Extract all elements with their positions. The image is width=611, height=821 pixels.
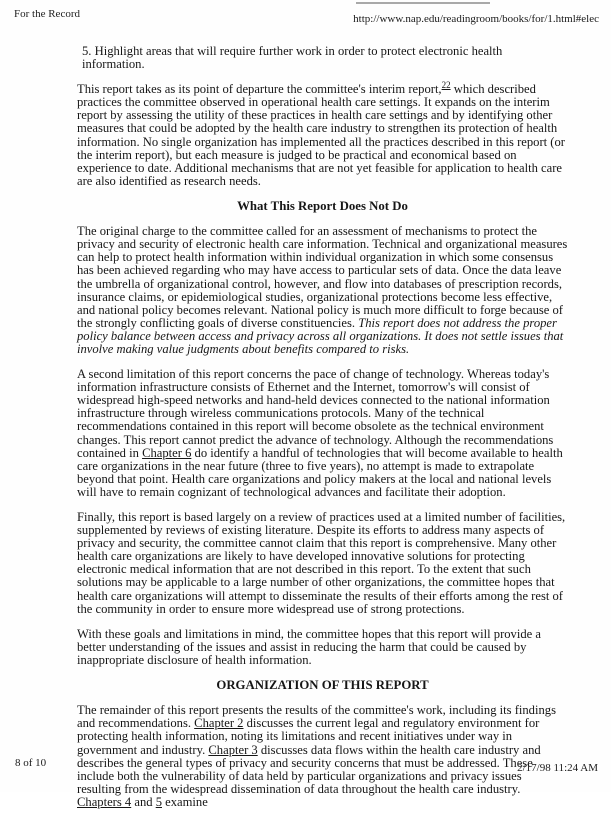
paragraph-text: which described practices the committee observed in operational health care settings. It expands on the interim report by assessing the utility of these practices in health care settings and by identifying other measures that could be adopted by the health care industry to strengthen its protection of health information. No single organization has implemented all the practices described in this report (or the interim report), but each measure is judged to be practical and economical based on experience to date. Additional mechanisms that are not yet feasible for application to health care are also identified as research needs. — [77, 82, 565, 188]
running-header-url: http://www.nap.edu/readingroom/books/for/1.html#elec — [353, 13, 599, 25]
paragraph-text: do identify a handful of technologies that will become available to health care organizations in the near future (three to five years), no attempt is made to extrapolate beyond that point. Health care organizations and policy makers at the local and national levels will have to remain cognizant of technological advances and facilitate their adoption. — [77, 445, 563, 499]
paragraph-text: and — [131, 794, 156, 809]
footnote-22-link[interactable]: 22 — [441, 80, 451, 90]
paragraph-text: This report takes as its point of departure the committee's interim report, — [77, 82, 442, 97]
chapter-6-link[interactable]: Chapter 6 — [142, 445, 192, 460]
numbered-list-item-5: 5. Highlight areas that will require further work in order to protect electronic health information. — [82, 44, 503, 72]
chapter-5-link[interactable]: 5 — [155, 794, 162, 809]
paragraph-finally-limited-facilities: Finally, this report is based largely on a review of practices used at a limited number of facilities, supplemented by reviews of existing literature. Despite its efforts to address many aspects of privacy and security, the committee cannot claim that this report is comprehensive. Many other health care organizations are likely to have developed innovative solutions for protecting electronic medical information that are not described in this report. To the extent that such solutions may be applicable to a large number of other organizations, the committee hopes that health care organizations will attempt to disseminate the results of their efforts among the rest of the community in order to ensure more widespread use of strong protections. — [77, 510, 566, 616]
paragraph-goals-and-limitations: With these goals and limitations in mind, the committee hopes that this report will provide a better understanding of the issues and assist in reducing the harm that could be caused by inappropriate disclosure of health information. — [77, 626, 541, 667]
paragraph-text: discusses the current legal and regulatory environment for protecting health information, noting its limitations and recent initiatives under way in government and industry. — [77, 716, 540, 757]
paragraph-text: discusses data flows within the health care industry and describes the general types of privacy and security concerns that must be addressed. These include both the vulnerability of data held by particular organizations and privacy issues resulting from the widespread dissemination of data throughout the health care industry. — [77, 742, 541, 796]
paragraph-second-limitation — [77, 368, 568, 499]
document-body — [77, 45, 568, 821]
paragraph-italic-text: This report does not address the proper policy balance between access and privacy across all organizations. It does not settle issues that involve making value judgments about benefits compared to risks. — [77, 315, 564, 356]
footer-timestamp: 2/17/98 11:24 AM — [517, 762, 598, 774]
chapter-3-link[interactable]: Chapter 3 — [208, 742, 258, 757]
paragraph-original-charge — [77, 225, 568, 356]
paragraph-text: The original charge to the committee called for an assessment of mechanisms to protect the privacy and security of electronic health care information. Technical and organizational measures can help to protect health information within individual organization in which some consensus has been achieved regarding who may have access to particular sets of data. Once the data leave the umbrella of organizational control, however, and flow into databases of prescription records, insurance claims, or epidemiological studies, organizational protections become less effective, and national policy becomes relevant. National policy is much more difficult to forge because of the strongly conflicting goals of diverse constituencies. — [77, 224, 568, 330]
chapters-4-link[interactable]: Chapters 4 — [77, 794, 132, 809]
footer-page-number: 8 of 10 — [15, 757, 47, 769]
running-header-title: For the Record — [14, 8, 80, 20]
header-rule — [356, 2, 490, 4]
paragraph-report-organization — [77, 704, 568, 809]
paragraph-text: examine — [162, 794, 208, 809]
section-heading-what-this-report-does-not-do: What This Report Does Not Do — [237, 198, 408, 213]
paragraph-text: The remainder of this report presents the results of the committee's work, including its findings and recommendations. — [77, 703, 556, 731]
paragraph-text: A second limitation of this report concerns the pace of change of technology. Whereas today's information infrastructure consists of Ethernet and the Internet, tomorrow's will consist of widespread high-speed networks and hand-held devices connected to the national information infrastructure through wireless communications protocols. Many of the technical recommendations contained in this report will become obsolete as the technical environment changes. This report cannot predict the advance of technology. Although the recommendations contained in — [77, 367, 554, 460]
section-heading-organization-of-this-report: ORGANIZATION OF THIS REPORT — [216, 678, 429, 693]
chapter-2-link[interactable]: Chapter 2 — [194, 716, 244, 731]
paragraph-interim-report — [77, 80, 568, 188]
